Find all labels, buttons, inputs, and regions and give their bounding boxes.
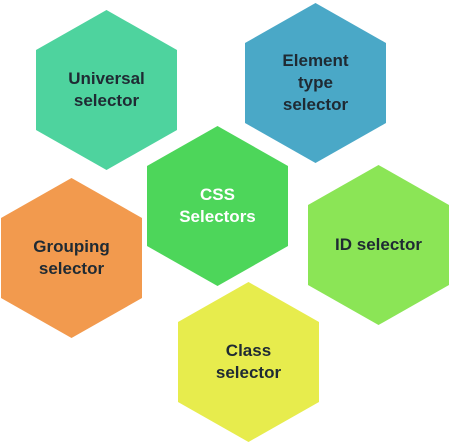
hex-element-type-label: Element type selector (282, 51, 349, 114)
hex-center-label: CSS Selectors (179, 185, 256, 226)
hex-id-selector (308, 165, 449, 325)
hex-grouping-label: Grouping selector (33, 237, 110, 278)
hex-class-selector (178, 282, 319, 442)
hex-universal-label: Universal selector (68, 69, 145, 110)
hex-grouping-selector (1, 178, 142, 338)
hex-id-label: ID selector (335, 235, 422, 254)
hex-css-selectors-center (147, 126, 288, 286)
hex-class-label: Class selector (215, 341, 282, 382)
